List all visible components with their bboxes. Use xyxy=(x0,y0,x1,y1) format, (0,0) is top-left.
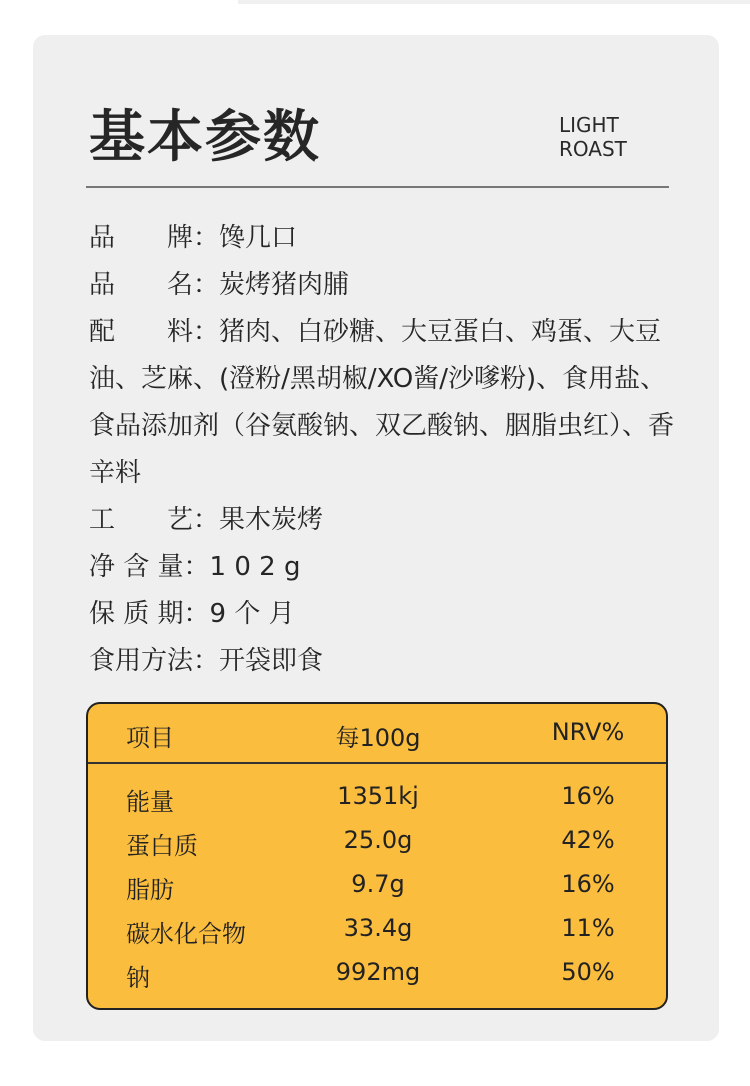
param-shelf-life: 保 质 期：9 个 月 xyxy=(89,599,295,629)
param-product-name: 品 名：炭烤猪肉脯 xyxy=(89,270,350,300)
title-divider xyxy=(86,186,669,188)
header-nrv: NRV% xyxy=(551,718,625,746)
param-ingredients: 配 料：猪肉、白砂糖、大豆蛋白、鸡蛋、大豆油、芝麻、(澄粉/黑胡椒/XO酱/沙嗲粉)、食用盐、食品添加剂（谷氨酸钠、双乙酸钠、胭脂虫红）、香辛料 xyxy=(89,317,675,488)
row-nrv: 50% xyxy=(561,958,615,986)
nutrition-table xyxy=(86,702,668,1010)
param-brand: 品 牌：馋几口 xyxy=(89,223,298,253)
page-title: 基本参数 xyxy=(89,105,321,170)
table-row xyxy=(88,958,666,1002)
row-amount: 9.7g xyxy=(351,870,405,898)
row-amount: 992mg xyxy=(335,958,421,986)
row-amount: 33.4g xyxy=(343,914,413,942)
top-edge-line xyxy=(238,0,750,4)
row-item: 钠 xyxy=(126,964,150,992)
table-row xyxy=(88,826,666,870)
param-net-weight: 净 含 量：1 0 2 g xyxy=(89,552,301,582)
row-nrv: 16% xyxy=(561,782,615,810)
row-nrv: 11% xyxy=(561,914,615,942)
table-row xyxy=(88,870,666,914)
row-nrv: 16% xyxy=(561,870,615,898)
row-item: 蛋白质 xyxy=(126,832,198,860)
header-divider xyxy=(88,762,666,764)
row-item: 能量 xyxy=(126,788,174,816)
table-row xyxy=(88,782,666,826)
nutrition-header-row xyxy=(88,704,666,762)
param-list xyxy=(89,215,689,685)
badge-line-2: ROAST xyxy=(559,137,627,161)
badge-line-1: LIGHT xyxy=(559,113,619,137)
param-usage: 食用方法：开袋即食 xyxy=(89,646,324,676)
row-amount: 1351kj xyxy=(337,782,419,810)
row-item: 脂肪 xyxy=(126,876,174,904)
light-roast-badge xyxy=(559,113,627,161)
param-process: 工 艺：果木炭烤 xyxy=(89,505,324,535)
header-per100g: 每100g xyxy=(335,724,421,752)
table-row xyxy=(88,914,666,958)
row-item: 碳水化合物 xyxy=(126,920,246,948)
params-card xyxy=(33,35,719,1041)
header-item: 项目 xyxy=(126,724,174,752)
row-nrv: 42% xyxy=(561,826,615,854)
row-amount: 25.0g xyxy=(343,826,413,854)
